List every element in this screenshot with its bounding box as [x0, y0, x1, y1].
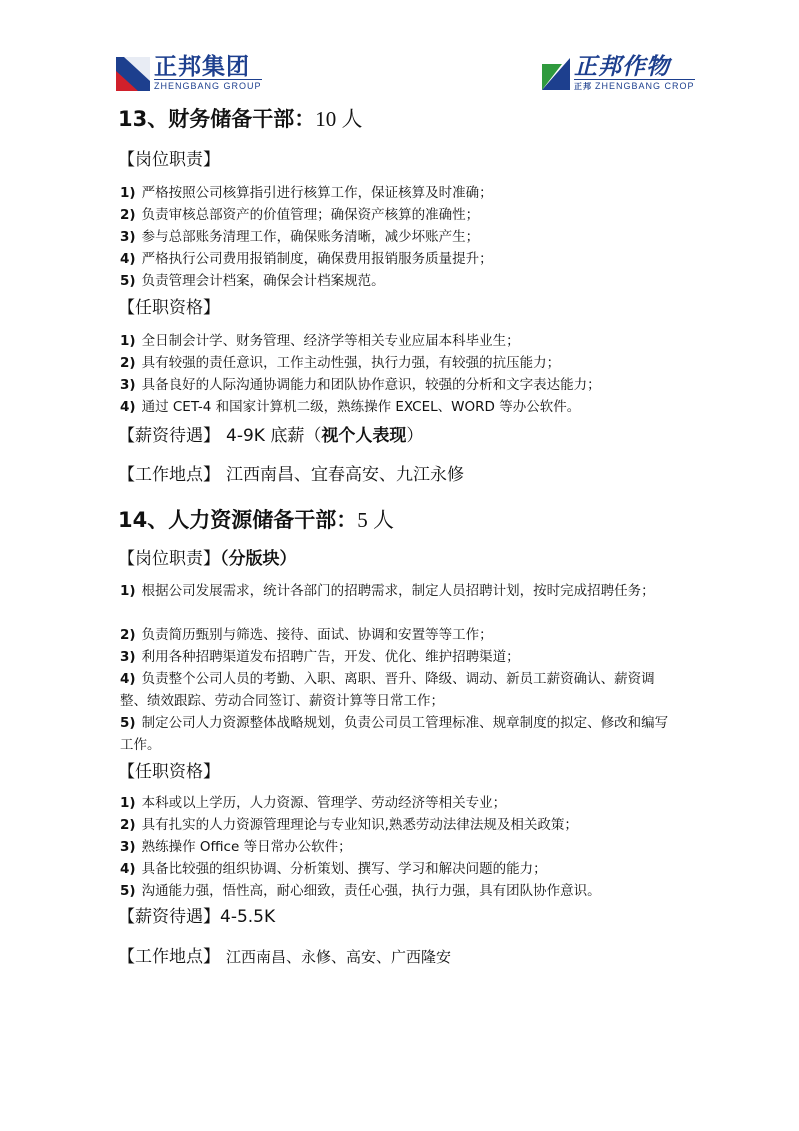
- group-logo-cn: 正邦集团: [154, 54, 250, 80]
- list-item: 3) 参与总部账务清理工作，确保账务清晰，减少坏账产生；: [120, 229, 480, 245]
- section-13-salary-note: 视个人表现: [321, 426, 407, 446]
- section-14-salary: [118, 905, 275, 929]
- section-13-location: [118, 463, 464, 487]
- list-item: 4) 负责整个公司人员的考勤、入职、离职、晋升、降级、调动、新员工薪资确认、薪资调整、绩效跟踪、劳动合同签订、薪资计算等日常工作；: [120, 671, 655, 709]
- list-item: 3) 熟练操作 Office 等日常办公软件；: [120, 839, 352, 855]
- crop-logo-en-text: ZHENGBANG CROP: [595, 81, 695, 91]
- section-14-location-heading: 【工作地点】: [118, 947, 220, 967]
- list-item: 2) 具有较强的责任意识，工作主动性强，执行力强，有较强的抗压能力；: [120, 355, 561, 371]
- list-item: 5) 负责管理会计档案，确保会计档案规范。: [120, 273, 385, 289]
- group-logo-en: ZHENGBANG GROUP: [154, 81, 262, 91]
- section-13-salary-close: ）: [406, 426, 424, 446]
- section-14-duty-heading: 【岗位职责】: [118, 549, 220, 569]
- zhengbang-group-logo: [116, 55, 262, 92]
- list-item: 2) 具有扎实的人力资源管理理论与专业知识,熟悉劳动法律法规及相关政策；: [120, 817, 578, 833]
- list-item: 2) 负责审核总部资产的价值管理；确保资产核算的准确性；: [120, 207, 480, 223]
- section-14-duty-heading-row: [118, 547, 297, 571]
- section-14-title: [118, 506, 394, 534]
- list-item: 3) 利用各种招聘渠道发布招聘广告，开发、优化、维护招聘渠道；: [120, 649, 520, 665]
- section-14-qual-heading: 【任职资格】: [118, 762, 220, 782]
- crop-logo-en-prefix: 正邦: [574, 82, 592, 91]
- section-13-salary: [118, 424, 423, 448]
- section-13-location-value: 江西南昌、宜春高安、九江永修: [226, 465, 464, 485]
- list-item: 2) 负责简历甄别与筛选、接待、面试、协调和安置等等工作；: [120, 627, 493, 643]
- section-13-title: [118, 105, 362, 133]
- section-14-title-prefix: 14、人力资源储备干部：: [118, 508, 358, 532]
- list-item: 1) 严格按照公司核算指引进行核算工作，保证核算及时准确；: [120, 185, 493, 201]
- section-14-salary-value: 4-5.5K: [220, 907, 276, 927]
- zhengbang-crop-mark-icon: [542, 58, 570, 90]
- section-13-location-heading: 【工作地点】: [118, 465, 220, 485]
- section-14-location-value: 江西南昌、永修、高安、广西隆安: [226, 948, 452, 966]
- list-item: 5) 制定公司人力资源整体战略规划，负责公司员工管理标准、规章制度的拟定、修改和编写工作。: [120, 715, 669, 753]
- section-13-title-prefix: 13、财务储备干部：: [118, 107, 316, 131]
- section-13-salary-heading: 【薪资待遇】: [118, 426, 220, 446]
- list-item: 4) 严格执行公司费用报销制度，确保费用报销服务质量提升；: [120, 251, 493, 267]
- section-13-duty-heading: 【岗位职责】: [118, 150, 220, 170]
- zhengbang-group-mark-icon: [116, 57, 150, 91]
- list-item: 1) 根据公司发展需求，统计各部门的招聘需求，制定人员招聘计划，按时完成招聘任务；: [120, 583, 655, 599]
- list-item: 1) 本科或以上学历，人力资源、管理学、劳动经济等相关专业；: [120, 795, 507, 811]
- section-14-duty-note: （分版块）: [220, 549, 297, 569]
- crop-logo-en: [574, 79, 695, 92]
- section-13-qual-heading: 【任职资格】: [118, 298, 220, 318]
- list-item: 4) 通过 CET-4 和国家计算机二级，熟练操作 EXCEL、WORD 等办公软件。: [120, 399, 581, 415]
- list-item: 4) 具备比较强的组织协调、分析策划、撰写、学习和解决问题的能力；: [120, 861, 547, 877]
- section-13-title-count: 10 人: [315, 107, 363, 131]
- crop-logo-cn: 正邦作物: [574, 54, 670, 80]
- section-13-salary-value: 4-9K 底薪（: [226, 426, 322, 446]
- zhengbang-crop-logo: [542, 55, 695, 92]
- list-item: 1) 全日制会计学、财务管理、经济学等相关专业应届本科毕业生；: [120, 333, 520, 349]
- list-item: 3) 具备良好的人际沟通协调能力和团队协作意识，较强的分析和文字表达能力；: [120, 377, 601, 393]
- section-14-location: [118, 945, 451, 969]
- section-14-title-count: 5 人: [357, 508, 394, 532]
- section-14-salary-heading: 【薪资待遇】: [118, 907, 220, 927]
- list-item: 5) 沟通能力强，悟性高，耐心细致，责任心强，执行力强，具有团队协作意识。: [120, 883, 601, 899]
